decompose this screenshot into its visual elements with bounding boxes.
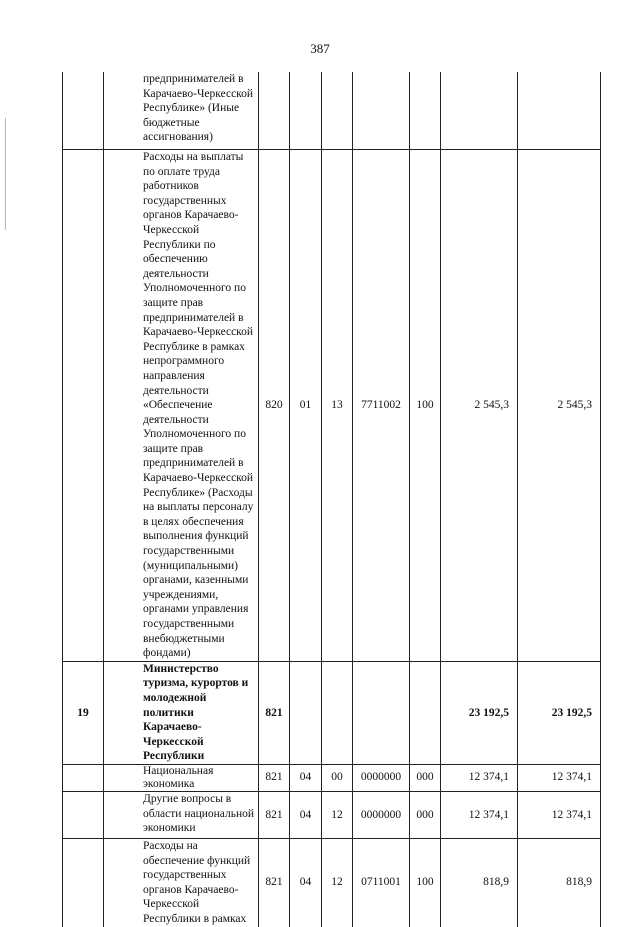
amount-1: 12 374,1 (441, 791, 518, 838)
section-code (290, 72, 322, 150)
row-number (63, 838, 104, 926)
table-row (63, 72, 601, 150)
amount-1: 12 374,1 (441, 764, 518, 791)
section-code: 04 (290, 764, 322, 791)
target-article-code: 0711001 (353, 838, 410, 926)
expense-type-code: 000 (410, 764, 441, 791)
subsection-code: 13 (322, 150, 353, 662)
subsection-code (322, 72, 353, 150)
target-article-code (353, 72, 410, 150)
section-code: 01 (290, 150, 322, 662)
target-article-code: 0000000 (353, 764, 410, 791)
subsection-code (322, 661, 353, 764)
amount-2: 2 545,3 (518, 150, 601, 662)
table-row (63, 150, 601, 662)
ministry-code: 821 (259, 791, 290, 838)
expense-type-code: 000 (410, 791, 441, 838)
row-description: Расходы на выплаты по оплате труда работников государственных органов Карачаево-Черкесской Республики по обеспечению деятельности Уполномоченного по защите прав предпринимателей в Карачаево-Черкесской Республике в рамках непрограммного направления деятельности «Обеспечение деятельности Уполномоченного по защите прав предпринимателей в Карачаево-Черкесской Республике» (Расходы на выплаты персоналу в целях обеспечения выполнения функций государственными (муниципальными) органами, казенными учреждениями, органами управления государственными внебюджетными фондами) (104, 150, 259, 662)
row-description-text: предпринимателей в Карачаево-Черкесской Республике» (Иные бюджетные ассигнования) (143, 73, 254, 144)
expense-type-code: 100 (410, 150, 441, 662)
row-description: Министерство туризма, курортов и молодежной политики Карачаево-Черкесской Республики (104, 661, 259, 764)
row-number (63, 72, 104, 150)
amount-2: 12 374,1 (518, 764, 601, 791)
expense-type-code (410, 661, 441, 764)
page-number: 387 (310, 41, 330, 56)
section-code: 04 (290, 791, 322, 838)
table-row (63, 764, 601, 791)
subsection-code: 12 (322, 791, 353, 838)
ministry-code: 821 (259, 661, 290, 764)
table-row (63, 838, 601, 926)
amount-1: 818,9 (441, 838, 518, 926)
subsection-code: 00 (322, 764, 353, 791)
subsection-code: 12 (322, 838, 353, 926)
row-description: Расходы на обеспечение функций государственных органов Карачаево-Черкесской Республики в рамках (104, 838, 259, 926)
row-description: Другие вопросы в области национальной экономики (104, 791, 259, 838)
section-code (290, 661, 322, 764)
amount-1 (441, 72, 518, 150)
target-article-code: 0000000 (353, 791, 410, 838)
expense-type-code (410, 72, 441, 150)
amount-2: 23 192,5 (518, 661, 601, 764)
ministry-code: 821 (259, 838, 290, 926)
table-row (63, 791, 601, 838)
amount-2: 12 374,1 (518, 791, 601, 838)
amount-1: 2 545,3 (441, 150, 518, 662)
ministry-code (259, 72, 290, 150)
row-number (63, 150, 104, 662)
scan-edge-mark (5, 118, 6, 230)
target-article-code: 7711002 (353, 150, 410, 662)
ministry-code: 821 (259, 764, 290, 791)
row-description: Национальная экономика (104, 764, 259, 791)
budget-table (62, 72, 601, 927)
amount-2: 818,9 (518, 838, 601, 926)
expense-type-code: 100 (410, 838, 441, 926)
amount-2 (518, 72, 601, 150)
row-number: 19 (63, 661, 104, 764)
row-number (63, 764, 104, 791)
row-number (63, 791, 104, 838)
target-article-code (353, 661, 410, 764)
amount-1: 23 192,5 (441, 661, 518, 764)
ministry-code: 820 (259, 150, 290, 662)
section-code: 04 (290, 838, 322, 926)
table-row (63, 661, 601, 764)
row-description (104, 72, 259, 150)
